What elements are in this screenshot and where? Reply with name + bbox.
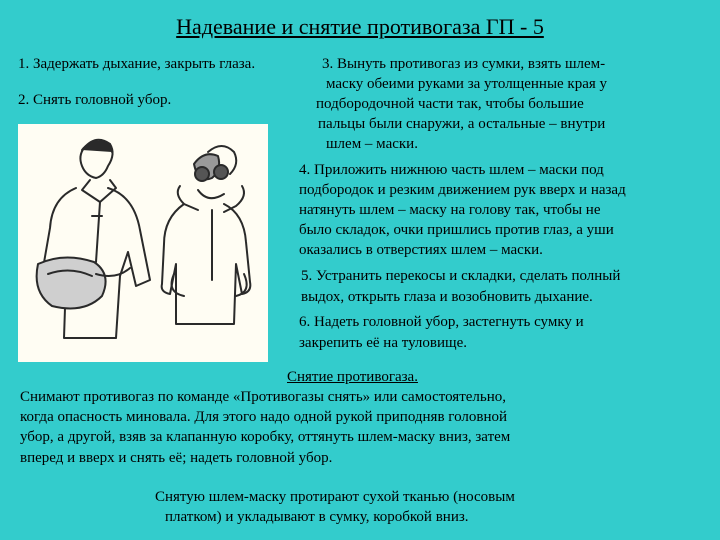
- gas-mask-illustration: [18, 124, 268, 362]
- step-6-line-2: закрепить её на туловище.: [299, 335, 467, 351]
- figure-holding-mask-icon: [37, 140, 150, 338]
- removal-line-1: Снимают противогаз по команде «Противогазы снять» или самостоятельно,: [20, 389, 507, 405]
- step-4-line-1: 4. Приложить нижнюю часть шлем – маски под: [299, 162, 604, 178]
- removal-line-3: убор, а другой, взяв за клапанную коробку, оттянуть шлем-маску вниз, затем: [20, 429, 511, 445]
- step-3-line-3: подбородочной части так, чтобы большие: [316, 96, 584, 112]
- step-4-line-5: оказались в отверстиях шлем – маски.: [299, 242, 543, 258]
- closing-line-2: платком) и укладывают в сумку, коробкой вниз.: [165, 509, 469, 525]
- removal-line-2: когда опасность миновала. Для этого надо одной рукой приподняв головной: [20, 409, 507, 425]
- figure-putting-on-mask-icon: [162, 146, 251, 324]
- removal-heading: Снятие противогаза.: [287, 369, 418, 385]
- step-3-line-1: 3. Вынуть противогаз из сумки, взять шлем-: [322, 56, 606, 72]
- step-3-line-2: маску обеими руками за утолщенные края у: [326, 76, 608, 92]
- step-6-line-1: 6. Надеть головной убор, застегнуть сумку и: [299, 314, 584, 330]
- slide-title: Надевание и снятие противогаза ГП - 5: [176, 14, 544, 39]
- closing-line-1: Снятую шлем-маску протирают сухой тканью (носовым: [155, 489, 515, 505]
- step-4-line-2: подбородок и резким движением рук вверх и назад: [299, 182, 626, 198]
- step-4-line-3: натянуть шлем – маску на голову так, чтобы не: [299, 202, 601, 218]
- removal-line-4: вперед и вверх и снять её; надеть головной убор.: [20, 450, 333, 466]
- step-5-line-2: выдох, открыть глаза и возобновить дыхание.: [301, 289, 593, 305]
- step-2: 2. Снять головной убор.: [18, 92, 172, 108]
- step-3-line-4: пальцы были снаружи, а остальные – внутри: [318, 116, 606, 132]
- step-4-line-4: было складок, очки пришлись против глаз, а уши: [299, 222, 614, 238]
- step-1: 1. Задержать дыхание, закрыть глаза.: [18, 56, 256, 72]
- step-5-line-1: 5. Устранить перекосы и складки, сделать полный: [301, 268, 621, 284]
- step-3-line-5: шлем – маски.: [326, 136, 418, 152]
